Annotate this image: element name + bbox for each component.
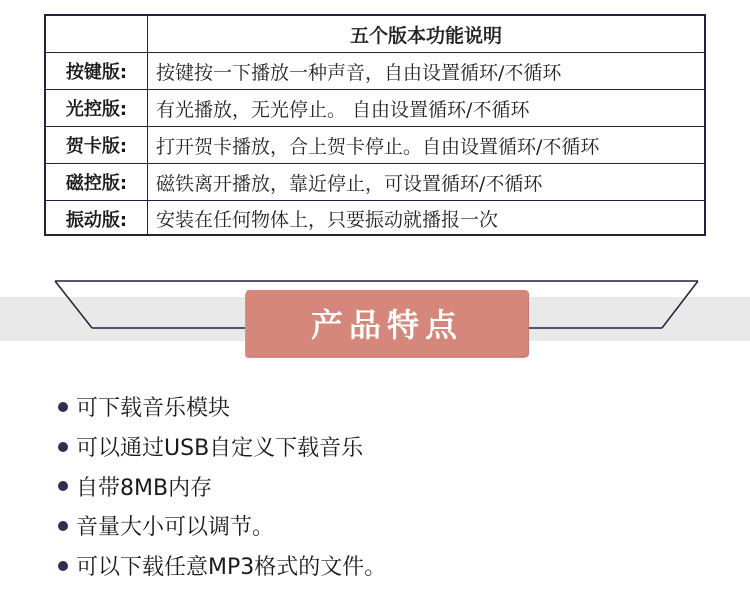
section-title-plate: [246, 290, 528, 356]
version-name: 磁控版:: [46, 164, 148, 200]
section-title: 产品特点: [310, 306, 463, 344]
version-name: 振动版:: [46, 201, 148, 236]
table-header-title: 五个版本功能说明: [349, 24, 502, 47]
bullet-dot-icon: [58, 442, 68, 452]
version-description: 有光播放，无光停止。 自由设置循环/不循环: [156, 98, 530, 121]
table-row: [46, 127, 704, 164]
list-item: [58, 466, 386, 506]
feature-text: 音量大小可以调节。: [76, 515, 275, 541]
version-table: [44, 14, 706, 236]
version-name: 按键版:: [46, 53, 148, 89]
list-item: [58, 427, 386, 467]
list-item: [58, 546, 386, 586]
feature-text: 可下载音乐模块: [76, 396, 231, 422]
table-header-row: [46, 16, 704, 53]
feature-list: [58, 387, 386, 585]
bullet-dot-icon: [58, 481, 68, 491]
bullet-dot-icon: [58, 402, 68, 412]
feature-text: 自带8MB内存: [76, 475, 213, 501]
version-name: 光控版:: [46, 90, 148, 126]
version-name: 贺卡版:: [46, 127, 148, 163]
version-description: 打开贺卡播放，合上贺卡停止。自由设置循环/不循环: [156, 135, 600, 158]
bullet-dot-icon: [58, 521, 68, 531]
bullet-dot-icon: [58, 561, 68, 571]
feature-text: 可以下载任意MP3格式的文件。: [76, 555, 387, 581]
version-description: 磁铁离开播放，靠近停止，可设置循环/不循环: [156, 172, 543, 195]
table-row: [46, 90, 704, 127]
table-row: [46, 201, 704, 236]
table-row: [46, 164, 704, 201]
list-item: [58, 506, 386, 546]
table-header-corner: [46, 16, 148, 52]
feature-text: 可以通过USB自定义下载音乐: [76, 436, 364, 462]
version-description: 安装在任何物体上，只要振动就播报一次: [156, 209, 499, 231]
list-item: [58, 387, 386, 427]
version-description: 按键按一下播放一种声音，自由设置循环/不循环: [156, 61, 562, 84]
table-row: [46, 53, 704, 90]
